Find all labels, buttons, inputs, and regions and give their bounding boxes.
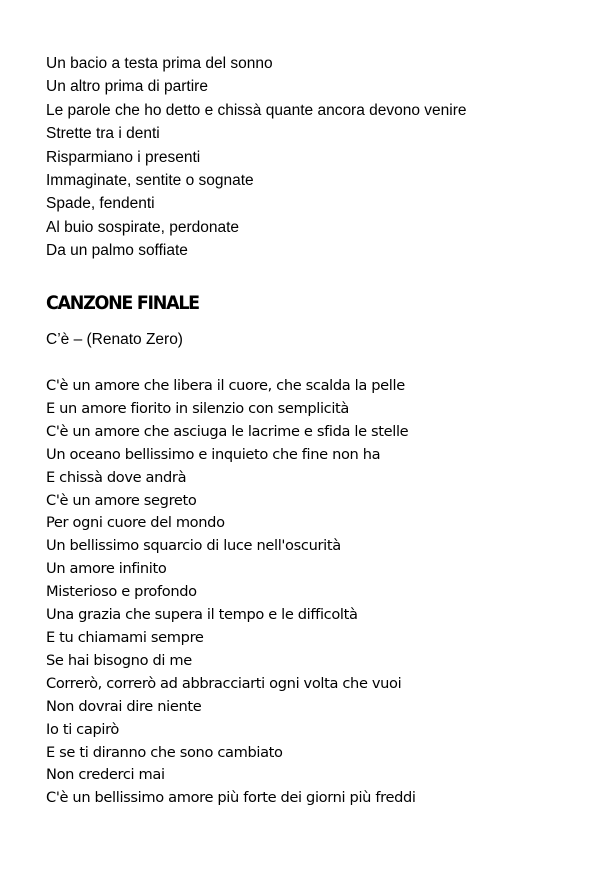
section-title: CANZONE FINALE [46, 292, 199, 314]
lyric-line: E chissà dove andrà [46, 468, 187, 486]
lyric-line: E se ti diranno che sono cambiato [46, 743, 283, 761]
verse-line: Spade, fendenti [46, 195, 155, 213]
lyric-line: Un amore infinito [46, 560, 167, 578]
lyric-line: E un amore fiorito in silenzio con semplicità [46, 399, 350, 417]
lyric-line: Correrò, correrò ad abbracciarti ogni volta che vuoi [46, 674, 402, 692]
verse-line: Strette tra i denti [46, 125, 160, 143]
lyric-line: Un bellissimo squarcio di luce nell'oscurità [46, 537, 341, 555]
lyric-line: Una grazia che supera il tempo e le difficoltà [46, 606, 358, 624]
lyric-line: Non dovrai dire niente [46, 697, 202, 715]
lyric-line: C'è un amore che libera il cuore, che scalda la pelle [46, 377, 405, 394]
lyric-line: C'è un amore segreto [46, 491, 197, 509]
lyric-line: Non crederci mai [46, 766, 165, 784]
lyric-line: E tu chiamami sempre [46, 628, 204, 646]
verse-top [46, 52, 467, 263]
lyric-line: Un oceano bellissimo e inquieto che fine non ha [46, 445, 381, 463]
verse-line: Immaginate, sentite o sognate [46, 172, 254, 190]
song-lyrics [46, 375, 416, 810]
verse-line: Al buio sospirate, perdonate [46, 218, 240, 236]
verse-line: Risparmiano i presenti [46, 148, 201, 166]
verse-line: Un altro prima di partire [46, 78, 208, 96]
lyric-line: C'è un bellissimo amore più forte dei giorni più freddi [46, 789, 416, 807]
lyric-line: Per ogni cuore del mondo [46, 514, 225, 532]
lyric-line: C'è un amore che asciuga le lacrime e sfida le stelle [46, 422, 409, 440]
lyric-line: Io ti capirò [46, 720, 119, 738]
lyric-line: Se hai bisogno di me [46, 651, 192, 669]
verse-line: Un bacio a testa prima del sonno [46, 55, 273, 72]
lyric-line: Misterioso e profondo [46, 583, 197, 601]
verse-line: Le parole che ho detto e chissà quante ancora devono venire [46, 101, 467, 119]
song-reference: C’è – (Renato Zero) [46, 331, 183, 348]
verse-line: Da un palmo soffiate [46, 242, 188, 260]
